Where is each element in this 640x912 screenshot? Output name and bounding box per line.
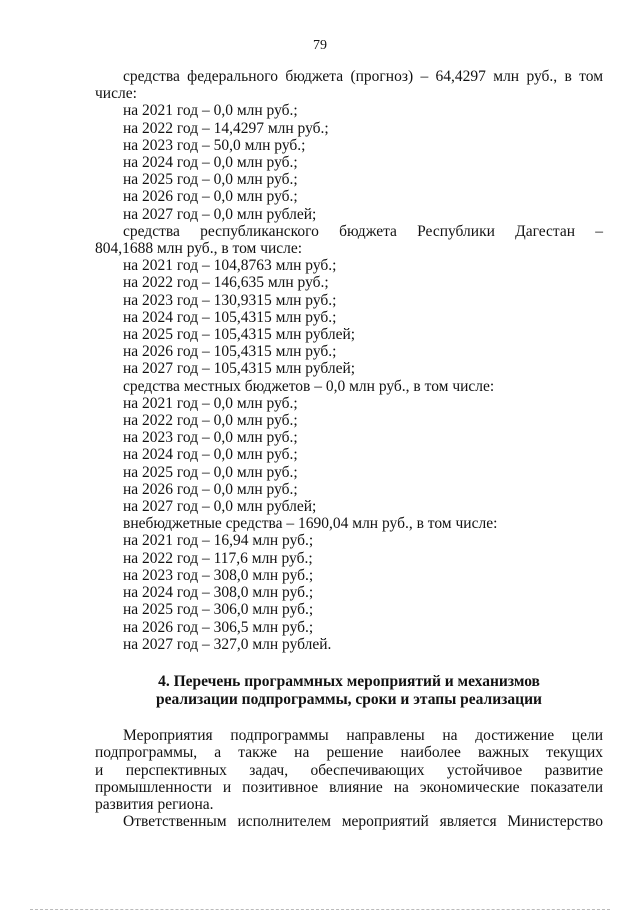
federal-year-2022: на 2022 год – 14,4297 млн руб.;	[123, 119, 329, 137]
federal-year-2025: на 2025 год – 0,0 млн руб.;	[123, 171, 298, 189]
republic-year-2022: на 2022 год – 146,635 млн руб.;	[123, 274, 329, 292]
paragraph-line: Мероприятия подпрограммы направлены на достижение цели	[123, 727, 603, 745]
extrabudgetary-years	[95, 532, 603, 652]
republic-year-2023: на 2023 год – 130,9315 млн руб.;	[123, 291, 337, 309]
section-heading-line-1: 4. Перечень программных мероприятий и механизмов	[158, 672, 540, 690]
republic-year-2025: на 2025 год – 105,4315 млн рублей;	[123, 326, 356, 344]
republic-year-2021: на 2021 год – 104,8763 млн руб.;	[123, 257, 337, 275]
republic-year-2024: на 2024 год – 105,4315 млн руб.;	[123, 308, 337, 326]
section-heading-line-2: реализации подпрограммы, сроки и этапы реализации	[156, 690, 542, 708]
republic-budget-intro-cont: 804,1688 млн руб., в том числе:	[95, 240, 303, 258]
local-year-2022: на 2022 год – 0,0 млн руб.;	[123, 412, 298, 430]
local-year-2026: на 2026 год – 0,0 млн руб.;	[123, 480, 298, 498]
federal-budget-intro: средства федерального бюджета (прогноз) – 64,4297 млн руб., в том	[123, 68, 603, 85]
federal-budget-years	[95, 102, 603, 222]
republic-budget-intro: средства республиканского бюджета Республики Дагестан –	[123, 222, 603, 240]
extra-year-2026: на 2026 год – 306,5 млн руб.;	[123, 618, 314, 636]
page-bottom-edge	[30, 909, 610, 910]
paragraph-line: и перспективных задач, обеспечивающих устойчивое развитие	[95, 761, 603, 779]
paragraph-line: подпрограммы, а также на решение наиболее важных текущих	[95, 744, 603, 762]
section-paragraph-1	[95, 727, 603, 813]
extra-year-2025: на 2025 год – 306,0 млн руб.;	[123, 601, 314, 619]
federal-year-2026: на 2026 год – 0,0 млн руб.;	[123, 188, 298, 206]
local-budget-years	[95, 395, 603, 515]
federal-year-2023: на 2023 год – 50,0 млн руб.;	[123, 136, 306, 154]
extrabudgetary-intro: внебюджетные средства – 1690,04 млн руб., в том числе:	[123, 515, 498, 533]
page-number: 79	[313, 38, 327, 53]
federal-year-2021: на 2021 год – 0,0 млн руб.;	[123, 102, 298, 120]
paragraph-line: промышленности и позитивное влияние на экономические показатели	[95, 778, 603, 796]
extra-year-2021: на 2021 год – 16,94 млн руб.;	[123, 532, 314, 550]
republic-year-2027: на 2027 год – 105,4315 млн рублей;	[123, 360, 356, 378]
local-year-2027: на 2027 год – 0,0 млн рублей;	[123, 498, 317, 516]
section-heading	[95, 673, 603, 708]
document-body	[95, 68, 603, 830]
extra-year-2027: на 2027 год – 327,0 млн рублей.	[123, 635, 332, 653]
local-year-2024: на 2024 год – 0,0 млн руб.;	[123, 446, 298, 464]
local-budget-intro: средства местных бюджетов – 0,0 млн руб., в том числе:	[123, 377, 495, 395]
section-paragraph-2	[95, 813, 603, 830]
federal-budget-intro-cont: числе:	[95, 85, 137, 103]
federal-year-2024: на 2024 год – 0,0 млн руб.;	[123, 154, 298, 172]
republic-year-2026: на 2026 год – 105,4315 млн руб.;	[123, 343, 337, 361]
extra-year-2023: на 2023 год – 308,0 млн руб.;	[123, 566, 314, 584]
paragraph-line: Ответственным исполнителем мероприятий является Министерство	[123, 813, 603, 831]
local-year-2025: на 2025 год – 0,0 млн руб.;	[123, 463, 298, 481]
republic-budget-years	[95, 257, 603, 377]
local-year-2021: на 2021 год – 0,0 млн руб.;	[123, 394, 298, 412]
extra-year-2022: на 2022 год – 117,6 млн руб.;	[123, 549, 313, 567]
extra-year-2024: на 2024 год – 308,0 млн руб.;	[123, 584, 314, 602]
paragraph-line: развития региона.	[95, 795, 214, 813]
federal-year-2027: на 2027 год – 0,0 млн рублей;	[123, 205, 317, 223]
local-year-2023: на 2023 год – 0,0 млн руб.;	[123, 429, 298, 447]
